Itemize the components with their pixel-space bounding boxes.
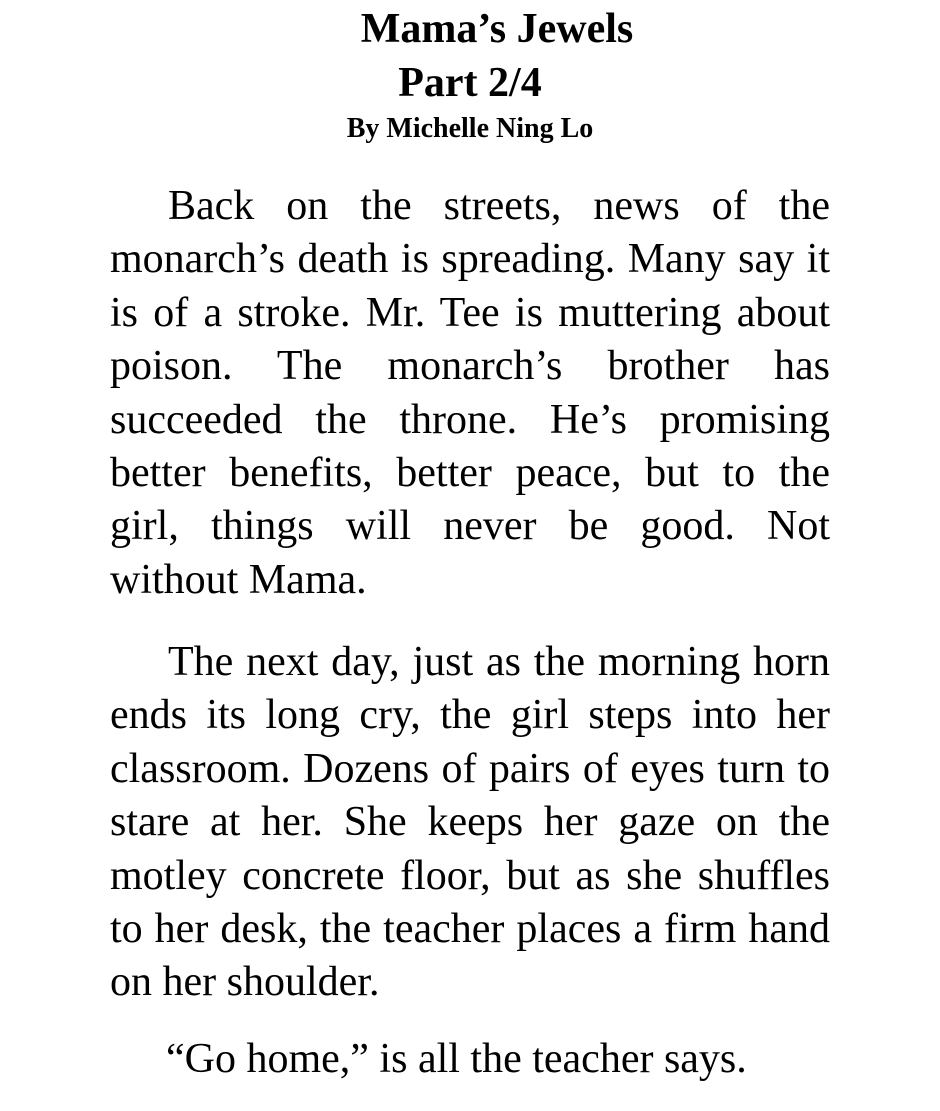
story-title: Mama’s Jewels [360,6,634,52]
author-byline: By Michelle Ning Lo [346,113,594,144]
story-part: Part 2/4 [398,60,542,106]
paragraph-2: The next day, just as the morning horn ends its long cry, the girl steps into her classroom. Dozens of pairs of eyes turn to stare at her. She keeps her gaze on the motley concrete floor, but as she shuffles to her desk, the teacher places a firm hand on her shoulder. [110,639,830,1006]
paragraph-1: Back on the streets, news of the monarch’s death is spreading. Many say it is of a stroke. Mr. Tee is muttering about poison. The monarch’s brother has succeeded the throne. He’s promising better benefits, better peace, but to the girl, things will never be good. Not without Mama. [110,183,830,603]
paragraph-3: “Go home,” is all the teacher says. [166,1036,747,1082]
